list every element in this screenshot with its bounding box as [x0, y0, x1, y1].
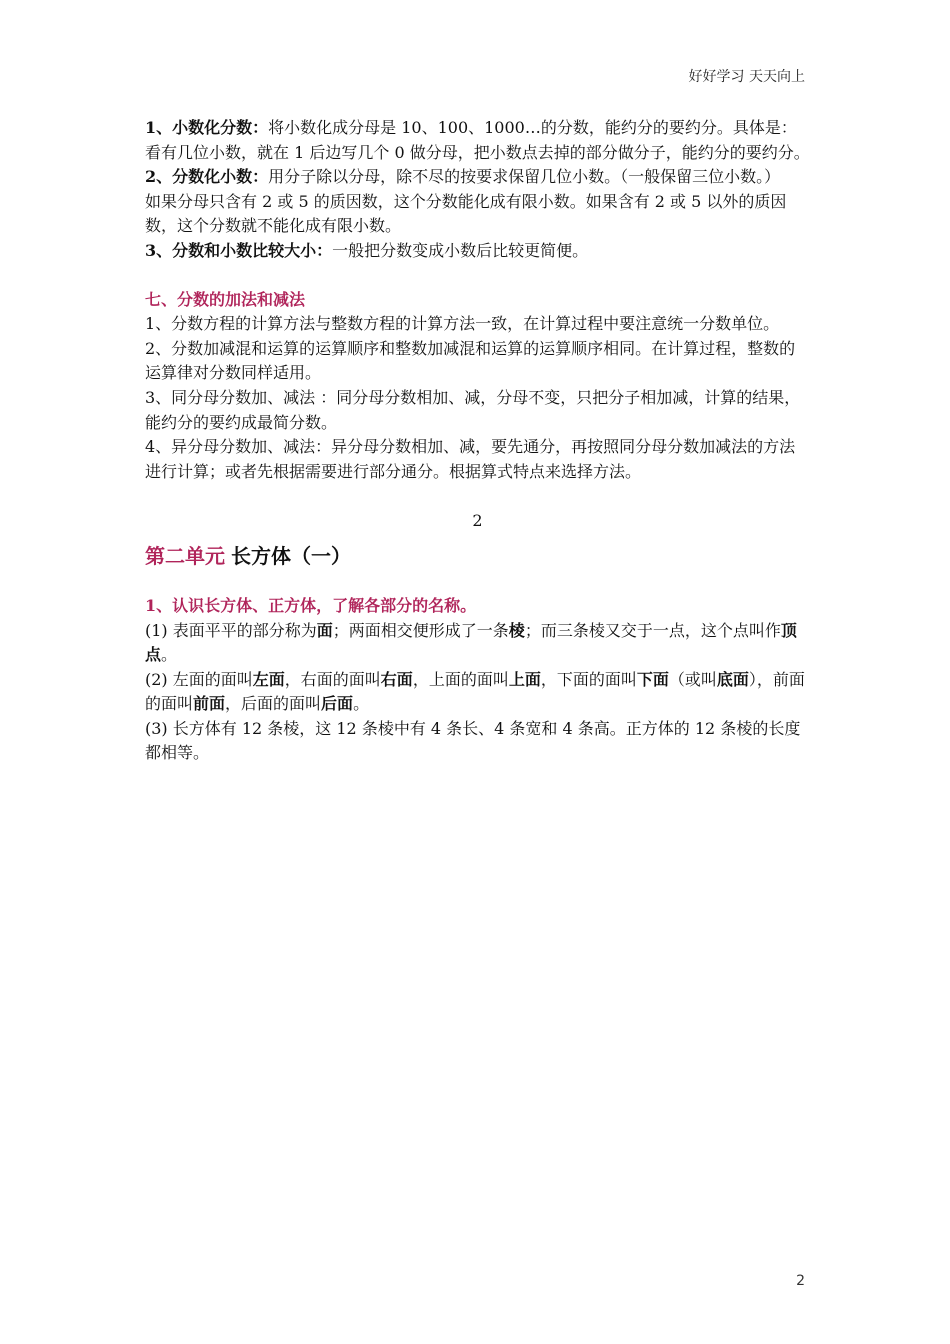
bold-term: 顶点: [145, 620, 797, 665]
term-text: 一般把分数变成小数后比较更简便。: [332, 240, 589, 260]
section-title-fraction-add-subtract: 七、分数的加法和减法: [145, 289, 306, 309]
text: 。: [161, 645, 178, 665]
term-label: 2、分数化小数：: [145, 167, 269, 187]
bold-term: 右面: [380, 669, 413, 689]
text: ，右面的面叫: [284, 669, 381, 689]
text: ），前面的面叫: [145, 669, 805, 714]
paragraph-face-names: [145, 668, 810, 717]
page-header: 好好学习 天天向上: [688, 69, 805, 85]
page-number: 2: [796, 1273, 805, 1289]
list-item: 2、分数加减混和运算的运算顺序和整数加减混和运算的运算顺序相同。在计算过程，整数的运算律对分数同样适用。: [145, 338, 796, 383]
text: (1) 表面平平的部分称为: [145, 620, 317, 640]
unit-title-number: 第二单元: [145, 543, 225, 568]
term-label: 1、小数化分数：: [145, 118, 269, 137]
list-item: 1、分数方程的计算方法与整数方程的计算方法一致，在计算过程中要注意统一分数单位。: [145, 314, 780, 334]
bold-term: 前面: [193, 694, 226, 714]
paragraph-decimal-to-fraction: [145, 116, 810, 165]
term-text: 用分子除以分母，除不尽的按要求保留几位小数。（一般保留三位小数。）: [268, 167, 781, 187]
unit-title: [145, 538, 810, 574]
term-label: 3、分数和小数比较大小：: [145, 240, 333, 260]
text: (2) 左面的面叫: [145, 669, 253, 689]
bold-term: 面: [316, 620, 333, 640]
bold-term: 下面: [636, 669, 669, 689]
list-item: 3、同分母分数加、减法 ：同分母分数相加、减，分母不变，只把分子相加减，计算的结果，能约分的要约成最简分数。: [145, 387, 801, 432]
inline-page-number: 2: [472, 511, 483, 531]
unit-title-name: 长方体（一）: [231, 543, 351, 568]
text: ，后面的面叫: [225, 694, 322, 714]
bold-term: 棱: [508, 620, 525, 640]
text: ，上面的面叫: [412, 669, 509, 689]
bold-term: 左面: [252, 669, 285, 689]
paragraph-compare-size: [145, 239, 810, 264]
text: ；两面相交便形成了一条: [332, 620, 509, 640]
bold-term: 后面: [321, 694, 354, 714]
text: ；而三条棱又交于一点，这个点叫作: [524, 620, 781, 640]
subsection-title: 1、认识长方体、正方体，了解各部分的名称。: [145, 595, 477, 615]
paragraph-faces-edges: [145, 619, 810, 668]
paragraph-edge-count: (3) 长方体有 12 条棱，这 12 条棱中有 4 条长、4 条宽和 4 条高。正方体的 12 条棱的长度都相等。: [145, 718, 801, 763]
list-item: 4、异分母分数加、减法：异分母分数相加、减，要先通分，再按照同分母分数加减法的方法进行计算；或者先根据需要进行部分通分。根据算式特点来选择方法。: [145, 437, 796, 481]
paragraph-fraction-to-decimal: [145, 165, 810, 190]
paragraph-finite-decimal-note: 如果分母只含有 2 或 5 的质因数，这个分数能化成有限小数。如果含有 2 或 5 以外的质因数，这个分数就不能化成有限小数。: [145, 191, 787, 236]
term-text: 将小数化成分母是 10、100、1000…的分数，能约分的要约分。具体是：看有几位小数，就在 1 后边写几个 0 做分母，把小数点去掉的部分做分子，能约分的要约分。: [145, 118, 810, 162]
text: （或叫: [668, 669, 717, 689]
text: ，下面的面叫: [540, 669, 637, 689]
bold-term: 上面: [508, 669, 541, 689]
bold-term: 底面: [716, 669, 749, 689]
text: 。: [353, 694, 370, 714]
document-body: [145, 116, 810, 766]
